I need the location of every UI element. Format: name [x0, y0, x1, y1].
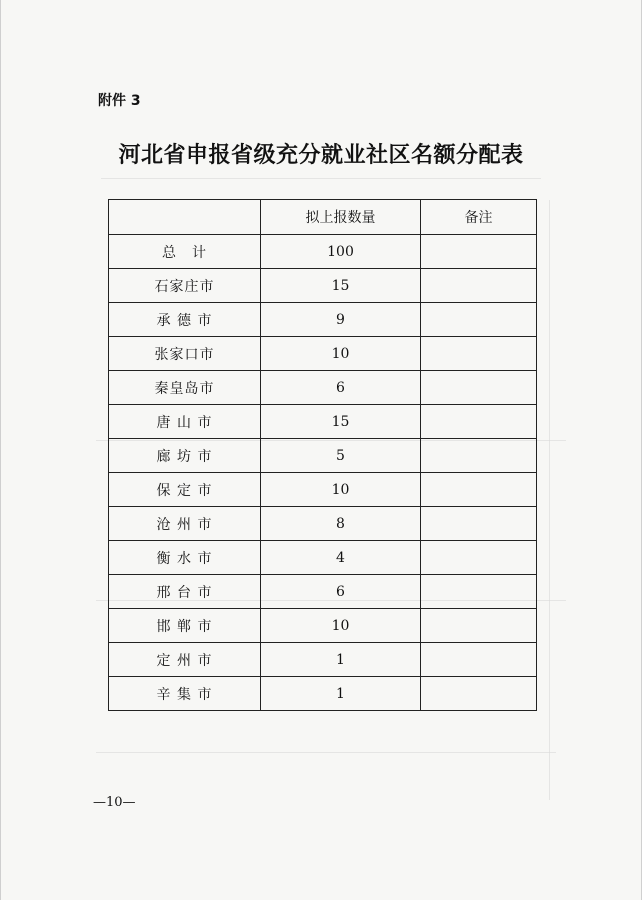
region-name: 邢 台 市 [109, 575, 261, 609]
region-name: 承 德 市 [109, 303, 261, 337]
table-row [109, 677, 537, 711]
region-note [421, 371, 537, 405]
region-name: 沧 州 市 [109, 507, 261, 541]
table-row-total [109, 235, 537, 269]
region-note [421, 405, 537, 439]
table-row [109, 269, 537, 303]
region-note [421, 507, 537, 541]
region-note [421, 235, 537, 269]
region-note [421, 541, 537, 575]
region-count: 5 [261, 439, 421, 473]
table-row [109, 609, 537, 643]
region-name: 石家庄市 [109, 269, 261, 303]
region-note [421, 473, 537, 507]
region-count: 8 [261, 507, 421, 541]
region-name: 总 计 [109, 235, 261, 269]
table-row [109, 439, 537, 473]
table-row [109, 371, 537, 405]
region-count: 6 [261, 371, 421, 405]
bleed-through-line [101, 178, 541, 179]
table-row [109, 507, 537, 541]
region-note [421, 439, 537, 473]
header-region [109, 200, 261, 235]
region-name: 定 州 市 [109, 643, 261, 677]
region-name: 张家口市 [109, 337, 261, 371]
region-count: 10 [261, 609, 421, 643]
region-note [421, 269, 537, 303]
table-row [109, 575, 537, 609]
quota-table [108, 199, 537, 711]
region-count: 1 [261, 643, 421, 677]
region-note [421, 643, 537, 677]
region-count: 100 [261, 235, 421, 269]
region-name: 唐 山 市 [109, 405, 261, 439]
region-note [421, 677, 537, 711]
table-row [109, 473, 537, 507]
region-count: 10 [261, 473, 421, 507]
table-row [109, 303, 537, 337]
region-count: 1 [261, 677, 421, 711]
table-row [109, 405, 537, 439]
page-number: —10— [93, 795, 136, 810]
attachment-label: 附件 3 [98, 93, 141, 109]
bleed-through-line [96, 752, 556, 753]
header-note: 备注 [421, 200, 537, 235]
page-title: 河北省申报省级充分就业社区名额分配表 [118, 143, 524, 168]
region-count: 15 [261, 405, 421, 439]
region-name: 衡 水 市 [109, 541, 261, 575]
region-name: 廊 坊 市 [109, 439, 261, 473]
region-note [421, 303, 537, 337]
region-name: 保 定 市 [109, 473, 261, 507]
region-note [421, 575, 537, 609]
region-count: 4 [261, 541, 421, 575]
region-count: 10 [261, 337, 421, 371]
region-count: 9 [261, 303, 421, 337]
region-note [421, 609, 537, 643]
region-name: 秦皇岛市 [109, 371, 261, 405]
region-name: 辛 集 市 [109, 677, 261, 711]
bleed-through-line [549, 200, 550, 800]
table-row [109, 643, 537, 677]
region-note [421, 337, 537, 371]
region-count: 15 [261, 269, 421, 303]
table-header-row [109, 200, 537, 235]
table-row [109, 541, 537, 575]
header-count: 拟上报数量 [261, 200, 421, 235]
region-name: 邯 郸 市 [109, 609, 261, 643]
region-count: 6 [261, 575, 421, 609]
table-row [109, 337, 537, 371]
